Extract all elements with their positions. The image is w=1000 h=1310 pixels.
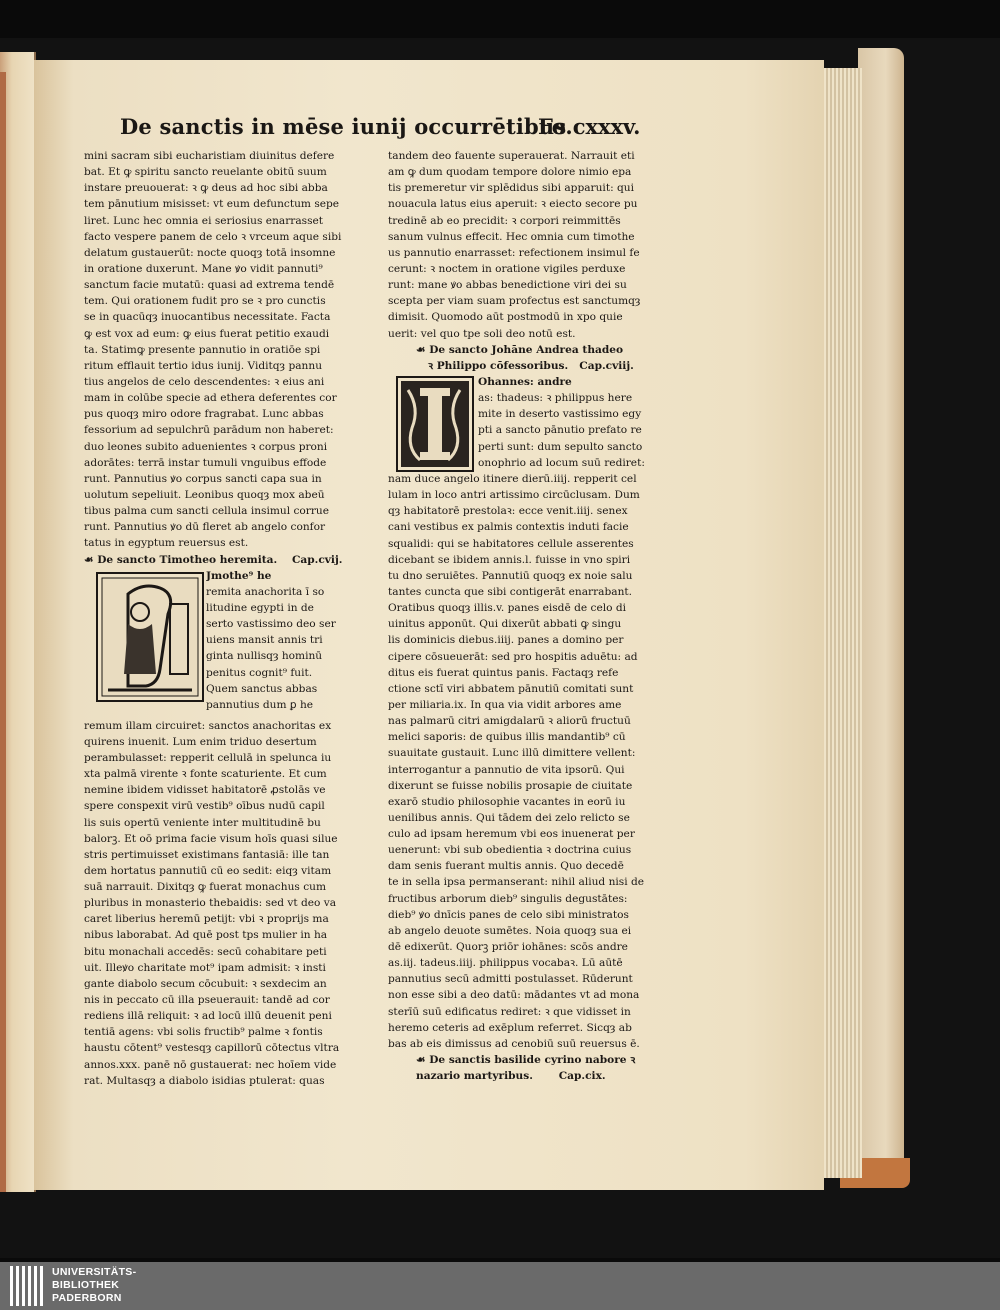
text-line: uenerunt: vbi sub obedientia ꝛ doctrina cuius <box>388 844 632 857</box>
text-line: perti sunt: dum sepulto sancto <box>478 440 643 453</box>
text-line: dem hortatus pannutiū cū eo sedit: eiqȝ vitam <box>84 864 332 877</box>
text-line: bitu monachali accedēs: secū cohabitare peti <box>84 945 327 958</box>
text-line: sanum vulnus effecit. Hec omnia cum timothe <box>388 230 635 243</box>
text-line: delatum gustauerūt: nocte quoqȝ totā insomne <box>84 246 336 259</box>
text-line: tis premeretur vir splēdidus sibi apparuit: qui <box>388 182 634 195</box>
text-line: am ꝙ dum quodam tempore dolore nimio epa <box>388 166 632 179</box>
text-line: annos.xxx. panē nō gustauerat: nec hoīem vide <box>84 1058 337 1071</box>
chapter-heading-icon: ☙ <box>416 1054 426 1067</box>
text-line: Oratibus quoqȝ illis.v. panes eisdē de celo di <box>388 602 627 615</box>
running-head: De sanctis in mēse iunij occurrētibus <box>120 114 567 139</box>
text-line: haustu cōtent⁹ vestesqȝ capillorū cōtectus vltra <box>84 1042 340 1055</box>
text-line: dam senis fuerant multis annis. Quo decedē <box>388 860 624 873</box>
hermit-woodcut-icon <box>98 574 202 700</box>
text-line: instare preuouerat: ꝛ ꝙ deus ad hoc sibi abba <box>84 182 328 195</box>
initial-text-lines <box>206 568 336 713</box>
text-line: per miliaria.ix. In qua via vidit arbores ame <box>388 698 622 711</box>
left-text-top <box>84 148 386 552</box>
initial-block <box>388 374 688 471</box>
left-text-column <box>84 148 386 1089</box>
text-line: bat. Et ꝙ spiritu sancto reuelante obitū suum <box>84 166 327 179</box>
text-line: tredinē ab eo precidit: ꝛ corpori reimmittēs <box>388 214 621 227</box>
text-line: sanctum facie mutatū: quasi ad extrema tendē <box>84 279 335 292</box>
text-line: facto vespere panem de celo ꝛ vrceum aque sibi <box>84 230 342 243</box>
text-line: caret liberius heremū petijt: vbi ꝛ proprijs ma <box>84 913 329 926</box>
text-line: lulam in loco antri artissimo circūclusam. Dum <box>388 489 640 502</box>
text-line: mam in colūbe specie ad ethera deferentes cor <box>84 392 337 405</box>
text-line: te in sella ipsa permanserant: nihil aliud nisi de <box>388 876 645 889</box>
text-line: runt: mane ꝟo abbas benedictione viri dei su <box>388 279 627 292</box>
text-line: Jmothe⁹ he <box>206 569 272 582</box>
text-line: dieb⁹ ꝟo dnīcis panes de celo sibi ministratos <box>388 908 629 921</box>
initial-text-lines <box>478 374 645 471</box>
text-line: scepta per viam suam profectus est sanctumqȝ <box>388 295 641 308</box>
text-line: cani vestibus ex palmis contextis induti facie <box>388 521 629 534</box>
chapter-heading-text-2: nazario martyribus. <box>416 1070 533 1083</box>
chapter-heading-timotheus <box>84 552 386 568</box>
foliate-initial-icon <box>398 378 472 470</box>
text-line: fessorium ad sepulchrū parādum non haberet: <box>84 424 334 437</box>
text-line: suā narrauit. Dixitqȝ ꝙ fuerat monachus cum <box>84 881 326 894</box>
text-line: liret. Lunc hec omnia ei seriosius enarrasset <box>84 214 324 227</box>
text-line: mite in deserto vastissimo egy <box>478 408 642 421</box>
text-line: remita anachorita ī so <box>206 585 325 598</box>
text-line: ginta nullisqȝ hominū <box>206 650 323 663</box>
library-name <box>52 1266 136 1305</box>
chapter-heading-text: De sancto Timotheo heremita. <box>97 553 278 566</box>
text-line: tantes cuncta que sibi contigerāt enarrabant. <box>388 585 633 598</box>
text-line: pannutius secū admitti postulasset. Rūderunt <box>388 973 633 986</box>
text-line: tibus palma cum sancti cellula insimul corrue <box>84 505 330 518</box>
book-cover-edge <box>858 48 904 1168</box>
text-line: lis dominicis diebus.iiij. panes a domino per <box>388 634 624 647</box>
text-line: exarō studio philosophie vacantes in eorū iu <box>388 795 626 808</box>
text-line: cerunt: ꝛ noctem in oratione vigiles perduxe <box>388 262 626 275</box>
text-line: nemine ibidem vidisset habitatorē ꝓstolās ve <box>84 784 326 797</box>
library-footer-bar <box>0 1262 1000 1310</box>
chapter-number: Cap.cix. <box>558 1070 606 1083</box>
text-line: runt. Pannutius ꝟo dū fleret ab angelo confor <box>84 521 326 534</box>
text-line: ab angelo deuote sumētes. Noia quoqȝ sua ei <box>388 924 632 937</box>
folio-number: Fo.cxxxv. <box>538 114 641 139</box>
text-line: nam duce angelo itinere dierū.iiij. repperit cel <box>388 472 637 485</box>
text-line: as: thadeus: ꝛ philippus here <box>478 392 633 405</box>
text-line: litudine egypti in de <box>206 601 314 614</box>
right-text-top <box>388 148 688 342</box>
text-line: uinitus apponūt. Qui dixerūt abbati ꝙ singu <box>388 618 622 631</box>
text-line: onophrio ad locum suū rediret: <box>478 456 645 469</box>
left-text-bottom <box>84 718 386 1089</box>
text-line: sterīū suū edificatus rediret: ꝛ que vidisset in <box>388 1005 631 1018</box>
chapter-heading-icon: ☙ <box>84 553 94 566</box>
text-line: ditus eis fuerat quintus panis. Factaqȝ refe <box>388 666 619 679</box>
chapter-heading-basilides-2 <box>388 1068 688 1084</box>
text-line: tentiā agens: vbi solis fructib⁹ palme ꝛ fontis <box>84 1026 323 1039</box>
text-line: bas ab eis dimissus ad cenobiū suū reuersus ē. <box>388 1037 640 1050</box>
text-line: non esse sibi a deo datū: mādantes vt ad mona <box>388 989 640 1002</box>
text-line: spere conspexit virū vestib⁹ oībus nudū capil <box>84 800 325 813</box>
text-line: ꝙ est vox ad eum: ꝙ eius fuerat petitio exaudi <box>84 327 330 340</box>
right-text-bottom <box>388 471 688 1052</box>
woodcut-initial-t <box>96 572 204 702</box>
text-line: rediens illā reliquit: ꝛ ad locū illū deuenit peni <box>84 1010 332 1023</box>
chapter-heading-johannes-2 <box>388 358 688 374</box>
text-line: us pannutio enarrasset: refectionem insimul fe <box>388 246 640 259</box>
text-line: quirens inuenit. Lum enim triduo desertum <box>84 735 317 748</box>
chapter-heading-basilides <box>388 1052 688 1068</box>
text-line: dicebant se ibidem annis.l. fuisse in vno spiri <box>388 553 631 566</box>
text-line: nouacula latus eius aperuit: ꝛ eiecto secore pu <box>388 198 638 211</box>
text-line: lis suis opertū veniente inter multitudinē bu <box>84 816 321 829</box>
library-name-line3: PADERBORN <box>52 1292 122 1304</box>
text-line: serto vastissimo deo ser <box>206 618 336 631</box>
text-line: stris pertimuisset existimans fantasiā: ille tan <box>84 848 330 861</box>
text-line: rat. Multasqȝ a diabolo isidias ptulerat: quas <box>84 1074 325 1087</box>
text-line: tem. Qui orationem fudit pro se ꝛ pro cunctis <box>84 295 326 308</box>
text-line: pus quoqȝ miro odore fragrabat. Lunc abbas <box>84 408 324 421</box>
text-line: adorātes: terrā instar tumuli vnguibus effode <box>84 456 327 469</box>
text-line: tatus in egyptum reuersus est. <box>84 537 249 550</box>
text-line: nas palmarū citri amigdalarū ꝛ aliorū fructuū <box>388 715 631 728</box>
initial-block <box>84 568 386 718</box>
text-line: perambulasset: repperit cellulā in spelunca iu <box>84 751 332 764</box>
text-line: dixerunt se fuisse nobilis prosapie de ciuitate <box>388 779 633 792</box>
text-line: se in quacūqȝ inuocantibus necessitate. Facta <box>84 311 331 324</box>
text-line: tandem deo fauente superauerat. Narrauit eti <box>388 150 635 162</box>
text-line: pluribus in monasterio thebaidis: sed vt deo va <box>84 897 337 910</box>
library-logo-icon <box>10 1266 46 1306</box>
text-line: dimisit. Quomodo aūt postmodū in xpo quie <box>388 311 623 324</box>
woodcut-initial-i <box>396 376 474 472</box>
text-line: suauitate gustauit. Lunc illū dimittere vellent: <box>388 747 636 760</box>
chapter-heading-text-2: ꝛ Philippo cōfessoribus. <box>428 359 569 372</box>
text-line: melici saporis: de quibus illis mandantib⁹ cū <box>388 731 626 744</box>
text-line: tu dno seruiētes. Pannutiū quoqȝ ex noie salu <box>388 569 633 582</box>
text-line: cipere cōsueuerāt: sed pro hospitis aduētu: ad <box>388 650 638 663</box>
page-stack-edge <box>820 68 862 1178</box>
text-line: uenilibus annis. Qui tādem dei zelo relicto se <box>388 811 630 824</box>
text-line: uit. Illeꝟo charitate mot⁹ ipam admisit: ꝛ insti <box>84 961 326 974</box>
text-line: uerit: vel quo tpe soli deo notū est. <box>388 327 576 340</box>
text-line: ctione sctī viri abbatem pānutiū comitati sunt <box>388 682 634 695</box>
chapter-number: Cap.cviij. <box>579 359 634 372</box>
text-line: uiens mansit annis tri <box>206 634 323 647</box>
page-header <box>120 114 660 144</box>
text-line: balorꝫ. Et oō prima facie visum hoīs quasi silue <box>84 832 338 845</box>
text-line: qȝ habitatorē prestolaꝛ: ecce venit.iiij. senex <box>388 505 628 518</box>
text-line: Ohannes: andre <box>478 375 572 388</box>
text-line: mini sacram sibi eucharistiam diuinitus defere <box>84 150 335 162</box>
chapter-heading-text-1: De sanctis basilide cyrino nabore ꝛ <box>429 1054 636 1067</box>
text-line: squalidi: qui se habitatores cellule asserentes <box>388 537 634 550</box>
text-line: nibus laborabat. Ad quē post tps mulier in ha <box>84 929 328 942</box>
text-line: duo leones subito aduenientes ꝛ corpus proni <box>84 440 328 453</box>
text-line: ta. Statimꝙ presente pannutio in oratiōe spi <box>84 343 321 356</box>
text-line: ritum efflauit tertio idus iunij. Viditqȝ pannu <box>84 359 323 372</box>
right-text-column <box>388 148 688 1084</box>
text-line: pannutius dum ꝑ he <box>206 698 314 711</box>
text-line: Quem sanctus abbas <box>206 682 318 695</box>
library-name-line1: UNIVERSITÄTS- <box>52 1266 137 1278</box>
chapter-heading-johannes <box>388 342 688 358</box>
chapter-number: Cap.cvij. <box>291 553 343 566</box>
text-line: xta palmā virente ꝛ fonte scaturiente. Et cum <box>84 768 327 781</box>
text-line: runt. Pannutius ꝟo corpus sancti capa sua in <box>84 472 322 485</box>
chapter-heading-text-1: De sancto Johāne Andrea thadeo <box>429 343 624 356</box>
text-line: remum illam circuiret: sanctos anachoritas ex <box>84 719 332 732</box>
text-line: gante diabolo secum cōcubuit: ꝛ sexdecim an <box>84 977 327 990</box>
text-line: fructibus arborum dieb⁹ singulis degustātes: <box>388 892 628 905</box>
text-line: penitus cognit⁹ fuit. <box>206 666 313 679</box>
text-line: nis in peccato cū illa pseuerauit: tandē ad cor <box>84 994 330 1007</box>
text-line: uolutum sepeliuit. Leonibus quoqȝ mox abeū <box>84 488 325 501</box>
text-line: dē edixerūt. Quorꝫ priōr iohānes: scōs andre <box>388 941 628 954</box>
chapter-heading-icon: ☙ <box>416 343 426 356</box>
text-line: tius angelos de celo descendentes: ꝛ eius ani <box>84 375 325 388</box>
text-line: tem pānutium misisset: vt eum defunctum sepe <box>84 198 340 211</box>
text-line: in oratione duxerunt. Mane ꝟo vidit pannuti⁹ <box>84 262 323 275</box>
library-name-line2: BIBLIOTHEK <box>52 1279 120 1291</box>
left-page-edge <box>0 52 36 1192</box>
text-line: as.iij. tadeus.iiij. philippus vocabaꝛ. Lū aūtē <box>388 957 623 970</box>
text-line: interrogantur a pannutio de vita ipsorū. Qui <box>388 763 625 776</box>
text-line: culo ad ipsam heremum vbi eos inuenerat per <box>388 828 635 841</box>
text-line: heremo ceteris ad exēplum referret. Sicqȝ ab <box>388 1021 632 1034</box>
text-line: pti a sancto pānutio prefato re <box>478 424 642 437</box>
